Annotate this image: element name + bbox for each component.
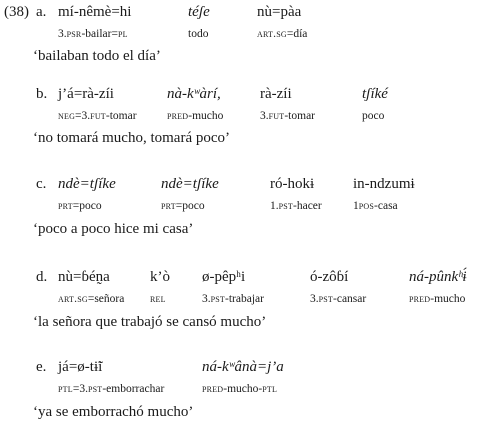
example-c-letter: c. [36,176,47,192]
example-c-gloss-3: 1.pst-hacer [270,200,322,212]
example-b-word-3: rà-zíi [260,86,292,102]
example-e-translation: ‘ya se emborrachó mucho’ [33,404,194,420]
example-b-word-2: nà-kʷàrí, [167,86,221,102]
example-a-word-1: mí-nêmè=hi [58,4,132,20]
example-d-gloss-1: art.sg=señora [58,293,125,305]
example-d-gloss-5: pred-mucho [409,293,466,305]
example-e-letter: e. [36,359,47,375]
example-a-gloss-3: art.sg=día [257,28,308,40]
example-c-gloss-4: 1pos-casa [353,200,398,212]
example-d-word-5: ná-pûnkʰɨ́ [409,269,467,285]
example-number: (38) [4,4,29,20]
example-d-word-1: nù=ɓén̰a [58,269,110,285]
example-b-translation: ‘no tomará mucho, tomará poco’ [33,130,231,146]
example-b-gloss-4: poco [362,110,385,122]
example-d-gloss-4: 3.pst-cansar [310,293,367,305]
example-c-gloss-1: prt=poco [58,200,102,212]
example-c-word-3: ró-hokɨ [270,176,315,192]
example-a-word-3: nù=pàa [257,4,302,20]
example-a-translation: ‘bailaban todo el día’ [33,48,161,64]
example-e-gloss-2: pred-mucho-ptl [202,383,278,395]
example-d-word-2: k’ò [150,269,170,285]
example-b-letter: b. [36,86,48,102]
example-c-word-2: ndè=tʃíke [161,176,219,192]
example-c-gloss-2: prt=poco [161,200,205,212]
example-d-word-3: ø-pêpʰi [202,269,246,285]
example-e-gloss-1: ptl=3.pst-emborrachar [58,383,165,395]
example-b-gloss-1: neg=3.fut-tomar [58,110,137,122]
example-d-translation: ‘la señora que trabajó se cansó mucho’ [33,314,267,330]
example-a-gloss-1: 3.psr-bailar=pl [58,28,128,40]
example-e-word-1: já=ø-tɨ̃i [58,359,103,375]
example-d-letter: d. [36,269,48,285]
example-b-word-4: tʃíké [362,86,388,102]
example-b-word-1: j’á=rà-zíi [58,86,114,102]
example-d-gloss-3: 3.pst-trabajar [202,293,264,305]
example-c-translation: ‘poco a poco hice mi casa’ [33,221,194,237]
example-e-word-2: ná-kʷânà=j’a [202,359,284,375]
example-a-letter: a. [36,4,47,20]
example-c-word-1: ndè=tʃíke [58,176,116,192]
example-d-word-4: ó-zôɓí [310,269,349,285]
example-a-word-2: téʃe [188,4,210,20]
example-c-word-4: in-ndzumɨ [353,176,415,192]
example-d-gloss-2: rel [150,293,166,305]
example-a-gloss-2: todo [188,28,209,40]
example-b-gloss-3: 3.fut-tomar [260,110,315,122]
example-b-gloss-2: pred-mucho [167,110,224,122]
